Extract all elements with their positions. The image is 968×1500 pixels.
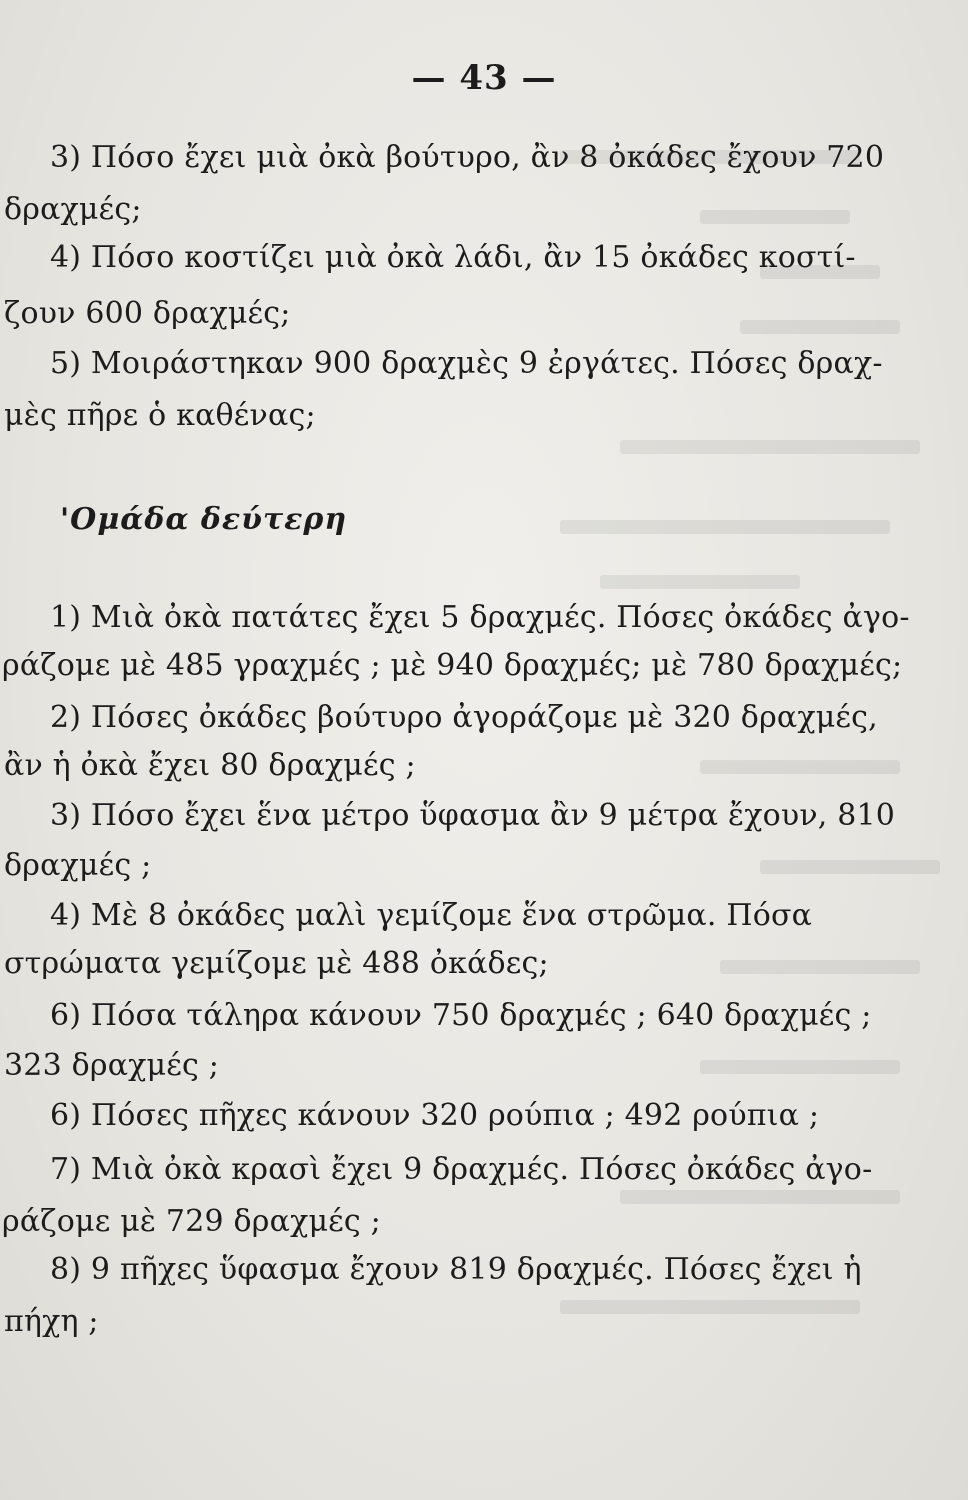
problem-2-6b-line-1: 6) Πόσες πῆχες κάνουν 320 ρούπια ; 492 ρούπια ; [50,1098,820,1133]
problem-2-4-line-2: στρώματα γεμίζομε μὲ 488 ὀκάδες; [4,946,549,981]
problem-2-8-line-1: 8) 9 πῆχες ὕφασμα ἔχουν 819 δραχμές. Πόσες ἔχει ἡ [50,1252,862,1287]
problem-2-4-line-1: 4) Μὲ 8 ὀκάδες μαλὶ γεμίζομε ἕνα στρῶμα. Πόσα [50,898,813,933]
problem-1-4-line-2: ζουν 600 δραχμές; [4,296,291,331]
problem-2-2-line-2: ἂν ἡ ὀκὰ ἔχει 80 δραχμές ; [4,748,416,783]
problem-2-6a-line-2: 323 δραχμές ; [4,1048,220,1083]
problem-2-1-line-1: 1) Μιὰ ὀκὰ πατάτες ἔχει 5 δραχμές. Πόσες ὀκάδες ἀγο- [50,600,910,635]
problem-1-5-line-1: 5) Μοιράστηκαν 900 δραχμὲς 9 ἐργάτες. Πόσες δραχ- [50,346,883,381]
problem-1-3-line-1: 3) Πόσο ἔχει μιὰ ὀκὰ βούτυρο, ἂν 8 ὀκάδες ἔχουν 720 [50,140,885,175]
problem-2-3-line-1: 3) Πόσο ἔχει ἕνα μέτρο ὕφασμα ἂν 9 μέτρα ἔχουν, 810 [50,798,896,833]
problem-2-2-line-1: 2) Πόσες ὀκάδες βούτυρο ἀγοράζομε μὲ 320 δραχμές, [50,700,878,735]
problem-2-7-line-1: 7) Μιὰ ὀκὰ κρασὶ ἔχει 9 δραχμές. Πόσες ὀκάδες ἀγο- [50,1152,873,1187]
problem-1-3-line-2: δραχμές; [4,192,142,227]
problem-2-8-line-2: πήχη ; [4,1304,99,1339]
problem-2-1-line-2: ράζομε μὲ 485 γραχμές ; μὲ 940 δραχμές; μὲ 780 δραχμές; [2,648,903,683]
problem-2-6a-line-1: 6) Πόσα τάληρα κάνουν 750 δραχμές ; 640 δραχμές ; [50,998,872,1033]
problem-1-5-line-2: μὲς πῆρε ὁ καθένας; [4,398,316,433]
problem-2-7-line-2: ράζομε μὲ 729 δραχμές ; [2,1204,381,1239]
section-heading: 'Ομάδα δεύτερη [60,502,348,537]
problem-1-4-line-1: 4) Πόσο κοστίζει μιὰ ὀκὰ λάδι, ἂν 15 ὀκάδες κοστί- [50,240,856,275]
page-number: — 43 — [411,58,557,98]
problem-2-3-line-2: δραχμές ; [4,848,152,883]
